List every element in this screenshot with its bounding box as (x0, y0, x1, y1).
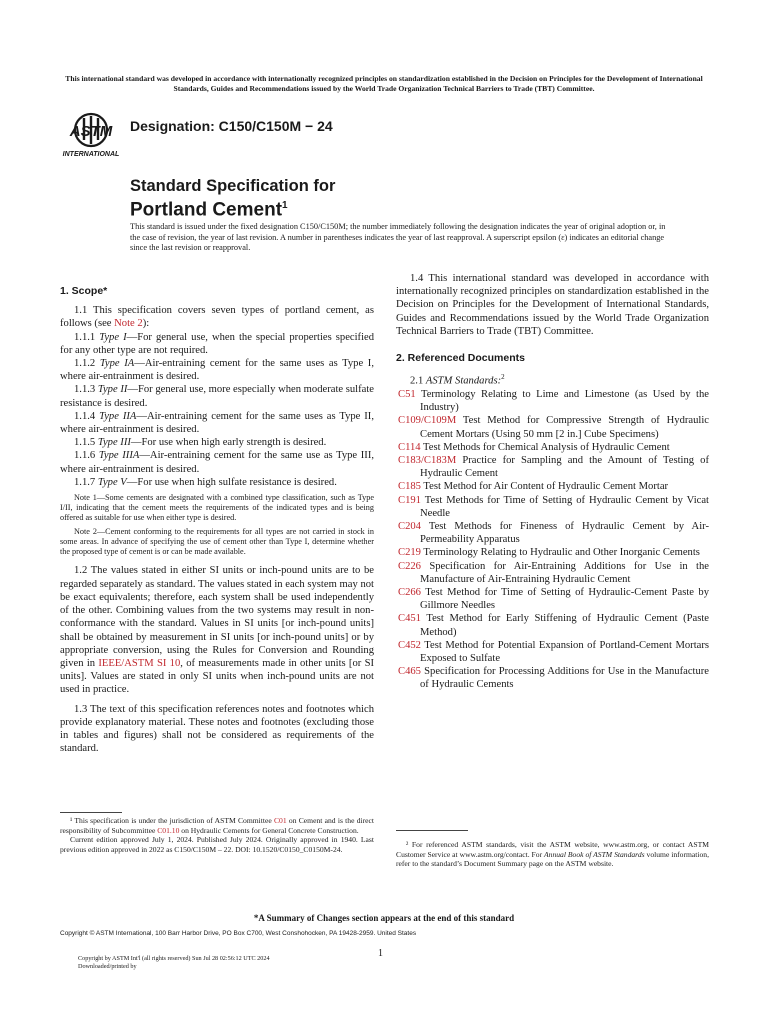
page-number: 1 (378, 948, 383, 959)
download-stamp (78, 955, 270, 971)
reference-item: C204 Test Methods for Fineness of Hydraulic Cement by Air-Permeability Apparatus (398, 520, 709, 546)
reference-link[interactable]: C183/C183M (398, 454, 457, 466)
reference-link[interactable]: C451 (398, 613, 421, 625)
reference-link[interactable]: C219 (398, 547, 421, 559)
type-item: 1.1.7 Type V—For use when high sulfate resistance is desired. (74, 476, 337, 488)
reference-list (396, 388, 709, 692)
reference-item: C183/C183M Practice for Sampling and the Amount of Testing of Hydraulic Cement (398, 454, 709, 480)
footnote-2 (396, 840, 709, 869)
title-footnote-mark: 1 (282, 200, 288, 211)
download-stamp-line-2: Downloaded/printed by (78, 963, 137, 970)
type-item: 1.1.1 Type I—For general use, when the special properties specified for any other type are not required. (60, 331, 375, 356)
note-2: Note 2—Cement conforming to the requirements for all types are not carried in stock in some areas. In advance of specifying the use of cement other than Type I, determine whether the proposed type of cement is or can be made available. (60, 526, 374, 556)
fixed-designation-note: This standard is issued under the fixed designation C150/C150M; the number immediately following the designation indicates the year of original adoption or, in the case of revision, the year of last revision. A number in parentheses indicates the year of last reapproval. A superscript epsilon (ε) indicates an editorial change since the last revision or reapproval. (130, 222, 666, 252)
title-line-1: Standard Specification for (130, 177, 336, 195)
designation: Designation: C150/C150M − 24 (130, 118, 333, 134)
type-item: 1.1.6 Type IIIA—Air-entraining cement for the same use as Type III, where air-entrainment is desired. (60, 450, 374, 475)
reference-link[interactable]: C185 (398, 481, 421, 493)
note-2-link[interactable]: Note 2 (114, 318, 143, 330)
footnote-rule-left (60, 812, 122, 813)
logo-text: ASTM (69, 123, 113, 140)
document-title (130, 177, 335, 219)
download-stamp-line-1: Copyright by ASTM Int'l (all rights reserved) Sun Jul 28 02:56:12 UTC 2024 (78, 955, 270, 962)
reference-link[interactable]: C204 (398, 520, 421, 532)
astm-logo (58, 108, 128, 160)
reference-item: C185 Test Method for Air Content of Hydraulic Cement Mortar (398, 481, 669, 493)
tbt-notice: This international standard was developed in accordance with internationally recognized principles on standardization established in the Decision on Principles for the Development of International Standards, Guides and Recommendations issued by the World Trade Organization Technical Barriers to Trade (TBT) Committee. (65, 74, 703, 93)
summary-of-changes-notice: *A Summary of Changes section appears at the end of this standard (253, 913, 515, 923)
type-item: 1.1.2 Type IA—Air-entraining cement for the same uses as Type I, where air-entrainment is desired. (60, 358, 374, 383)
scope-1-1-text-end: ): (142, 318, 150, 330)
footnote-2-text: ² For referenced ASTM standards, visit the ASTM website, www.astm.org, or contact ASTM Customer Service at www.astm.org/contact. For Annual Book of ASTM Standards volume information, refer to the standard’s Document Summary page on the ASTM website. (396, 840, 709, 869)
reference-link[interactable]: C452 (398, 639, 421, 651)
scope-1-1 (60, 304, 374, 330)
copyright-line: Copyright © ASTM International, 100 Barr Harbor Drive, PO Box C700, West Conshohocken, PA 19428-2959. United States (60, 930, 417, 937)
footnote-rule-right (396, 830, 468, 831)
reference-link[interactable]: C109/C109M (398, 415, 457, 427)
reference-link[interactable]: C266 (398, 587, 421, 598)
reference-link[interactable]: C114 (398, 441, 421, 453)
reference-item: C226 Specification for Air-Entraining Additions for Use in the Manufacture of Air-Entraining Hydraulic Cement (398, 560, 709, 585)
right-column (396, 273, 709, 692)
reference-item: C219 Terminology Relating to Hydraulic and Other Inorganic Cements (398, 547, 700, 559)
astm-logo-icon (58, 108, 128, 160)
left-column (60, 285, 374, 755)
note-1: Note 1—Some cements are designated with a combined type classification, such as Type I/II, indicating that the cement meets the requirements of the indicated types and is being offered as suitable for use when either type is desired. (60, 493, 374, 522)
title-line-2 (130, 196, 335, 219)
reference-item: C109/C109M Test Method for Compressive Strength of Hydraulic Cement Mortars (Using 50 mm [2 in.] Cube Specimens) (398, 415, 709, 440)
reference-item: C451 Test Method for Early Stiffening of Hydraulic Cement (Paste Method) (398, 613, 709, 638)
reference-link[interactable]: C465 (398, 666, 421, 678)
reference-item: C51 Terminology Relating to Lime and Limestone (as Used by the Industry) (398, 388, 709, 414)
scope-1-1-text: 1.1 This specification covers seven types of portland cement, as follows (see (60, 305, 374, 330)
committee-c01-link[interactable]: C01 (273, 816, 287, 825)
reference-item: C465 Specification for Processing Additions for Use in the Manufacture of Hydraulic Cements (398, 666, 709, 691)
reference-item: C191 Test Methods for Time of Setting of Hydraulic Cement by Vicat Needle (398, 494, 709, 519)
reference-item: C114 Test Methods for Chemical Analysis of Hydraulic Cement (398, 441, 670, 453)
footnote-1-text: ¹ This specification is under the jurisdiction of ASTM Committee C01 on Cement and is the direct responsibility of Subcommittee C01.10 on Hydraulic Cements for General Concrete Construction. (60, 816, 374, 835)
footnote-1-edition: Current edition approved July 1, 2024. Published July 2024. Originally approved in 1940. Last previous edition approved in 2022 as C150/C150M – 22. DOI: 10.1520/C0150_C0150M-24. (60, 835, 374, 854)
scope-1-3: 1.3 The text of this specification references notes and footnotes which provide explanatory material. These notes and footnotes (excluding those in tables and figures) shall not be considered as requirements of the standard. (60, 703, 374, 755)
type-item: 1.1.4 Type IIA—Air-entraining cement for the same uses as Type II, where air-entrainment is desired. (60, 410, 374, 436)
scope-heading: 1. Scope* (60, 285, 108, 297)
ieee-si10-link[interactable]: IEEE/ASTM SI 10 (98, 657, 181, 669)
reference-item: C452 Test Method for Potential Expansion of Portland-Cement Mortars Exposed to Sulfate (398, 639, 709, 665)
scope-1-4: 1.4 This international standard was developed in accordance with internationally recognized principles on standardization established in the Decision on Principles for the Development of International Standards, Guides and Recommendations issued by the World Trade Organization Technical Barriers to Trade (TBT) Committee. (396, 273, 709, 337)
reference-item: C266 Test Method for Time of Setting of Hydraulic-Cement Paste by Gillmore Needles (398, 587, 709, 612)
type-item: 1.1.3 Type II—For general use, more especially when moderate sulfate resistance is desired. (60, 384, 374, 409)
logo-subtext: INTERNATIONAL (62, 151, 120, 158)
reference-link[interactable]: C226 (398, 560, 421, 572)
subcommittee-c01-10-link[interactable]: C01.10 (157, 825, 180, 835)
footnote-1 (60, 816, 374, 854)
scope-1-2: 1.2 The values stated in either SI units or inch-pound units are to be regarded separately as standard. The values stated in each system may not be exact equivalents; therefore, each system shall be used independently of the other. Combining values from the two systems may result in non-conformance with the standard. Values in SI units [or inch-pound units] shall be obtained by measurement in SI units [or inch-pound units] or by appropriate conversion, using the Rules for Conversion and Rounding given in IEEE/ASTM SI 10, of measurements made in other units [or SI units]. Values are stated in only SI units when inch-pound units are not used in practice. (60, 565, 374, 696)
reference-link[interactable]: C191 (398, 494, 421, 506)
reference-link[interactable]: C51 (398, 388, 416, 400)
title-main: Portland Cement (130, 199, 283, 221)
type-item: 1.1.5 Type III—For use when high early strength is desired. (74, 437, 327, 449)
references-heading: 2. Referenced Documents (396, 352, 525, 365)
astm-standards-subheading: 2.1 ASTM Standards:$^2$ (410, 373, 505, 387)
